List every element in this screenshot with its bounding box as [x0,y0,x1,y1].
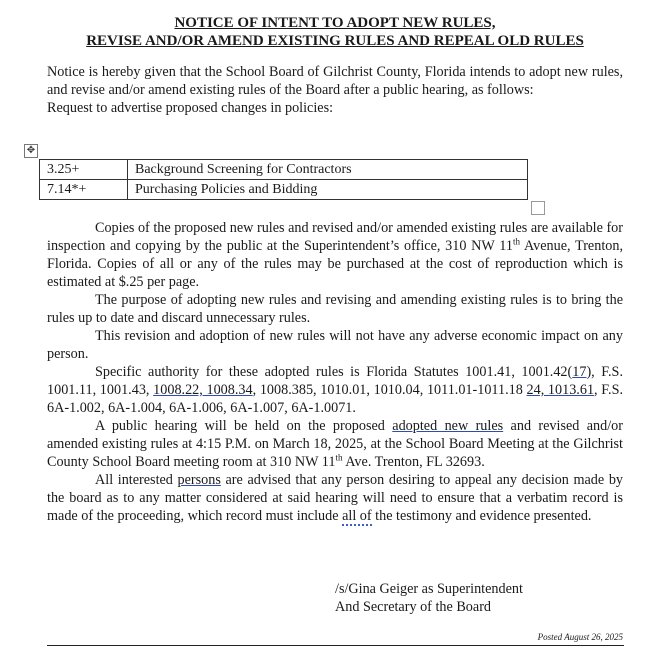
authority-paragraph: Specific authority for these adopted rules is Florida Statutes 1001.41, 1001.42(17), F.S. 1001.11, 1001.43, 1008.22, 1008.34, 1008.385, 1010.01, 1010.04, 1011.01-1011.18 24, 1013.61, F.S. 6A-1.002, 6A-1.004, 6A-1.006, 6A-1.007, 6A-1.0071. [47,364,624,416]
policy-name: Background Screening for Contractors [128,160,528,180]
interested-paragraph: All interested persons are advised that any person desiring to appeal any decision made by the board as to any matter considered at said hearing will need to ensure that a verbatim record is made of the proceeding, which record must include all of the testimony and evidence presented. [47,472,624,524]
table-row [40,160,528,180]
policy-table [39,159,528,200]
copies-paragraph: Copies of the proposed new rules and revised and/or amended existing rules are available for inspection and copying by the public at the Superintendent’s office, 310 NW 11th Avenue, Trenton, Florida. Copies of all or any of the rules may be purchased at the cost of reproduction which is estimated at $.25 per page. [47,220,623,290]
move-handle-icon[interactable]: ✥ [24,144,38,158]
economic-paragraph: This revision and adoption of new rules will not have any adverse economic impact on any person. [47,328,623,362]
resize-handle-icon[interactable] [531,201,545,215]
notice-document [47,14,623,117]
policy-name: Purchasing Policies and Bidding [128,180,528,200]
purpose-paragraph: The purpose of adopting new rules and revising and amending existing rules is to bring the rules up to date and discard unnecessary rules. [47,292,623,326]
title-line-1: NOTICE OF INTENT TO ADOPT NEW RULES, [174,15,496,31]
notice-title [47,14,623,50]
bottom-rule [47,645,624,646]
intro-paragraph: Notice is hereby given that the School Board of Gilchrist County, Florida intends to adopt new rules, and revise and/or amend existing rules of the Board after a public hearing, as follows: [47,64,623,98]
hearing-paragraph: A public hearing will be held on the proposed adopted new rules and revised and/or amended existing rules at 4:15 P.M. on March 18, 2025, at the School Board Meeting at the Gilchrist County School Board meeting room at 310 NW 11th Ave. Trenton, FL 32693. [47,418,623,470]
request-line: Request to advertise proposed changes in policies: [47,100,334,116]
signature-block [335,580,523,616]
signature-line-1: /s/Gina Geiger as Superintendent [335,581,523,597]
notice-body [47,219,623,525]
posted-date: Posted August 26, 2025 [537,632,623,642]
table-row [40,180,528,200]
title-line-2: REVISE AND/OR AMEND EXISTING RULES AND REPEAL OLD RULES [86,33,584,49]
policy-code: 7.14*+ [40,180,128,200]
signature-line-2: And Secretary of the Board [335,599,492,615]
policy-code: 3.25+ [40,160,128,180]
